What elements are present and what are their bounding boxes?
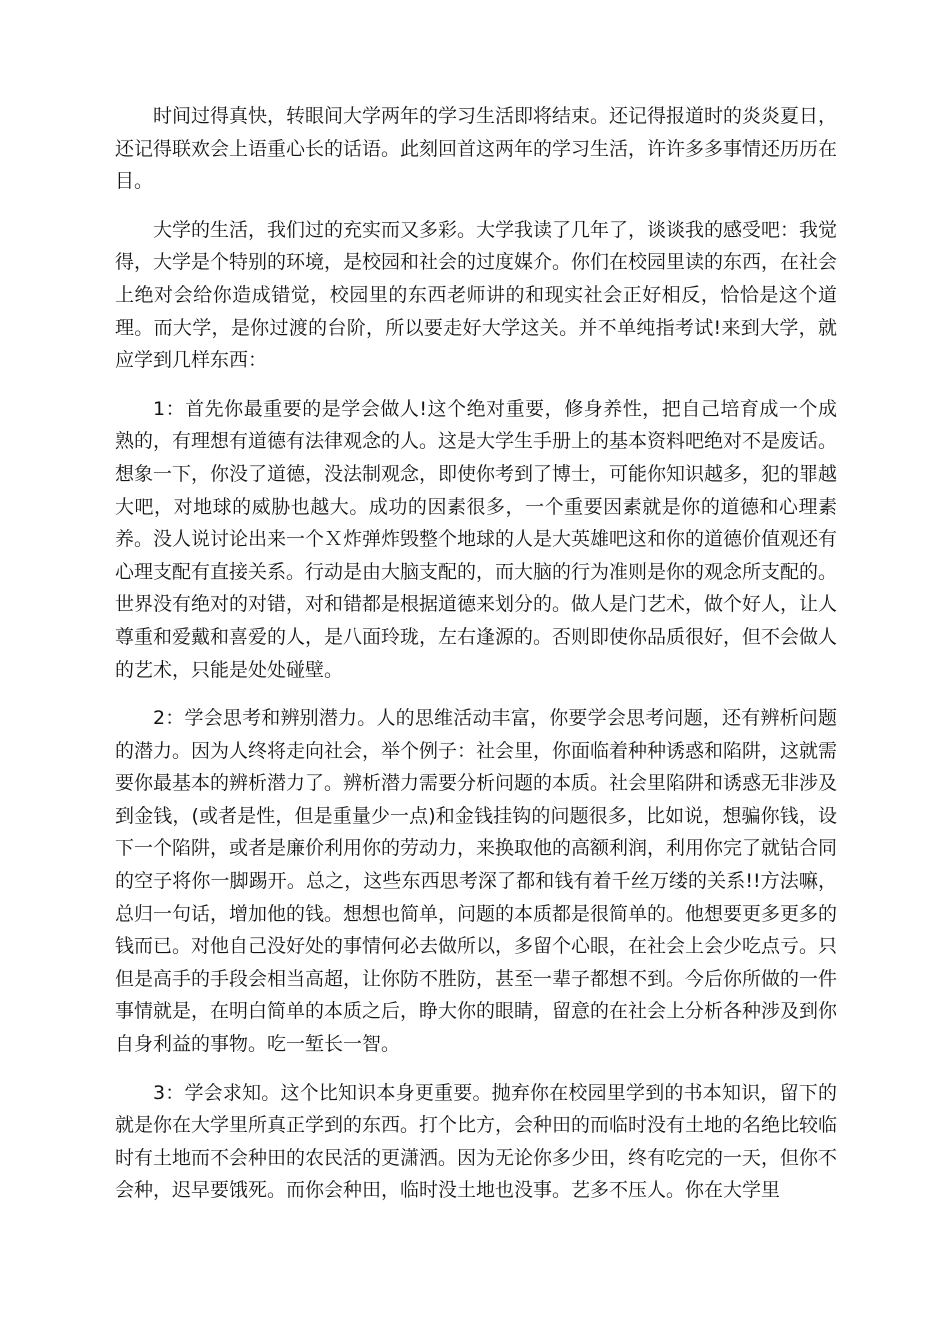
- paragraph-point-3: 3：学会求知。这个比知识本身更重要。抛弃你在校园里学到的书本知识，留下的就是你在大学里所真正学到的东西。打个比方，会种田的而临时没有土地的名绝比较临时有土地而不会种田的农民活的更潇洒。因为无论你多少田，终有吃完的一天，但你不会种，迟早要饿死。而你会种田，临时没土地也没事。艺多不压人。你在大学里: [115, 1081, 838, 1202]
- paragraph-intro: 时间过得真快，转眼间大学两年的学习生活即将结束。还记得报道时的炎炎夏日，还记得联欢会上语重心长的话语。此刻回首这两年的学习生活，许许多多事情还历历在目。: [115, 105, 838, 193]
- paragraph-point-1: 1：首先你最重要的是学会做人!这个绝对重要，修身养性，把自己培育成一个成熟的，有理想有道德有法律观念的人。这是大学生手册上的基本资料吧绝对不是废话。想象一下，你没了道德，没法制观念，即使你考到了博士，可能你知识越多，犯的罪越大吧，对地球的威胁也越大。成功的因素很多，一个重要因素就是你的道德和心理素养。没人说讨论出来一个Ｘ炸弹炸毁整个地球的人是大英雄吧这和你的道德价值观还有心理支配有直接关系。行动是由大脑支配的，而大脑的行为准则是你的观念所支配的。世界没有绝对的对错，对和错都是根据道德来划分的。做人是门艺术，做个好人，让人尊重和爱戴和喜爱的人，是八面玲珑，左右逢源的。否则即使你品质很好，但不会做人的艺术，只能是处处碰壁。: [115, 397, 838, 681]
- document-page: [115, 100, 837, 1223]
- paragraph-college-life: 大学的生活，我们过的充实而又多彩。大学我读了几年了，谈谈我的感受吧：我觉得，大学是个特别的环境，是校园和社会的过度媒介。你们在校园里读的东西，在社会上绝对会给你造成错觉，校园里的东西老师讲的和现实社会正好相反，恰恰是这个道理。而大学，是你过渡的台阶，所以要走好大学这关。并不单纯指考试!来到大学，就应学到几样东西：: [115, 218, 838, 372]
- paragraph-point-2: 2：学会思考和辨别潜力。人的思维活动丰富，你要学会思考问题，还有辨析问题的潜力。因为人终将走向社会，举个例子：社会里，你面临着种种诱惑和陷阱，这就需要你最基本的辨析潜力了。辨析潜力需要分析问题的本质。社会里陷阱和诱惑无非涉及到金钱，(或者是性，但是重量少一点)和金钱挂钩的问题很多，比如说，想骗你钱，设下一个陷阱，或者是廉价利用你的劳动力，来换取他的高额利润，利用你完了就钻合同的空子将你一脚踢开。总之，这些东西思考深了都和钱有着千丝万缕的关系!!方法嘛，总归一句话，增加他的钱。想想也简单，问题的本质都是很简单的。他想要更多更多的钱而已。对他自己没好处的事情何必去做所以，多留个心眼，在社会上会少吃点亏。只但是高手的手段会相当高超，让你防不胜防，甚至一辈子都想不到。今后你所做的一件事情就是，在明白简单的本质之后，睁大你的眼睛，留意的在社会上分析各种涉及到你自身利益的事物。吃一堑长一智。: [115, 707, 838, 1056]
